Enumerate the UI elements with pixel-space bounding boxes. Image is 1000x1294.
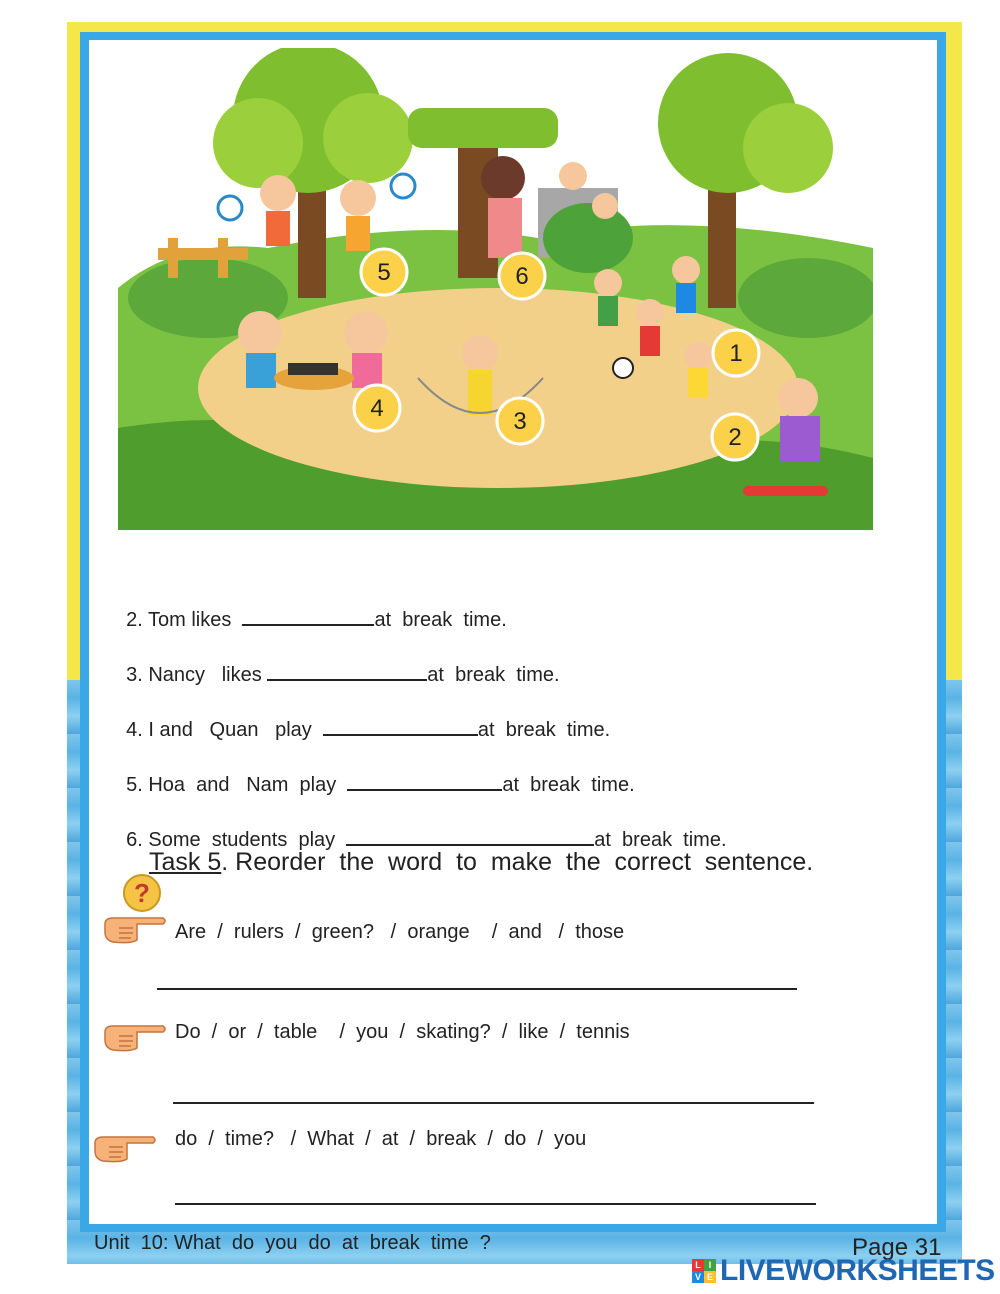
sentence-suffix: at break time. [502, 774, 635, 796]
number-badge-2 [712, 414, 758, 460]
sentence-prefix: 2. Tom likes [126, 609, 243, 631]
pointing-hand-icon [103, 1022, 167, 1059]
pointing-hand-icon [103, 914, 167, 951]
answer-blank[interactable] [346, 826, 594, 846]
sentence-suffix: at break time. [594, 829, 727, 851]
sentence-5 [115, 748, 635, 797]
brand-mark: L I V E [692, 1259, 716, 1283]
svg-text:3: 3 [513, 408, 527, 435]
sentence-prefix: 3. Nancy likes [126, 664, 268, 686]
svg-text:?: ? [133, 878, 150, 908]
unit-title: Unit 10: What do you do at break time ? [94, 1232, 491, 1254]
number-badge-1 [713, 330, 759, 376]
answer-blank[interactable] [323, 716, 478, 736]
sentence-suffix: at break time. [374, 609, 507, 631]
svg-text:1: 1 [729, 340, 743, 367]
task-instruction: . Reorder the word to make the correct sentence. [221, 848, 814, 876]
bush [738, 258, 873, 338]
number-badge-5 [361, 249, 407, 295]
number-badge-3 [497, 398, 543, 444]
tree-canopy [408, 108, 558, 148]
svg-text:2: 2 [728, 424, 742, 451]
svg-text:5: 5 [377, 259, 391, 286]
tree-canopy [213, 98, 303, 188]
tree-canopy [323, 93, 413, 183]
number-badge-4 [354, 385, 400, 431]
sentence-3 [115, 638, 560, 687]
sentence-4 [115, 693, 610, 742]
break-time-illustration [118, 48, 873, 530]
bush [543, 203, 633, 273]
sentence-prefix: 6. Some students play [126, 829, 347, 851]
task-label: Task 5 [149, 848, 222, 876]
fence-post [168, 238, 178, 278]
tree-canopy [743, 103, 833, 193]
svg-text:4: 4 [370, 395, 384, 422]
answer-blank[interactable] [242, 606, 374, 626]
sentence-2 [115, 583, 507, 632]
sentence-suffix: at break time. [427, 664, 560, 686]
answer-line-3[interactable] [175, 1203, 816, 1205]
brand-name: LIVEWORKSHEETS [720, 1254, 995, 1287]
svg-text:6: 6 [515, 263, 529, 290]
pointing-hand-icon [93, 1133, 157, 1170]
number-badge-6 [499, 253, 545, 299]
answer-line-1[interactable] [157, 988, 797, 990]
fence-post [218, 238, 228, 278]
liveworksheets-logo [692, 1256, 995, 1286]
reorder-item-2: Do / or / table / you / skating? / like / tennis [175, 1021, 630, 1043]
sentence-prefix: 4. I and Quan play [126, 719, 323, 741]
answer-line-2[interactable] [173, 1102, 814, 1104]
answer-blank[interactable] [267, 661, 427, 681]
sentence-prefix: 5. Hoa and Nam play [126, 774, 348, 796]
reorder-item-3: do / time? / What / at / break / do / you [175, 1128, 587, 1150]
sentence-6 [115, 803, 727, 852]
page-number: Page 31 [852, 1234, 942, 1261]
answer-blank[interactable] [347, 771, 502, 791]
sentence-suffix: at break time. [477, 719, 611, 741]
reorder-item-1: Are / rulers / green? / orange / and / those [175, 921, 625, 943]
